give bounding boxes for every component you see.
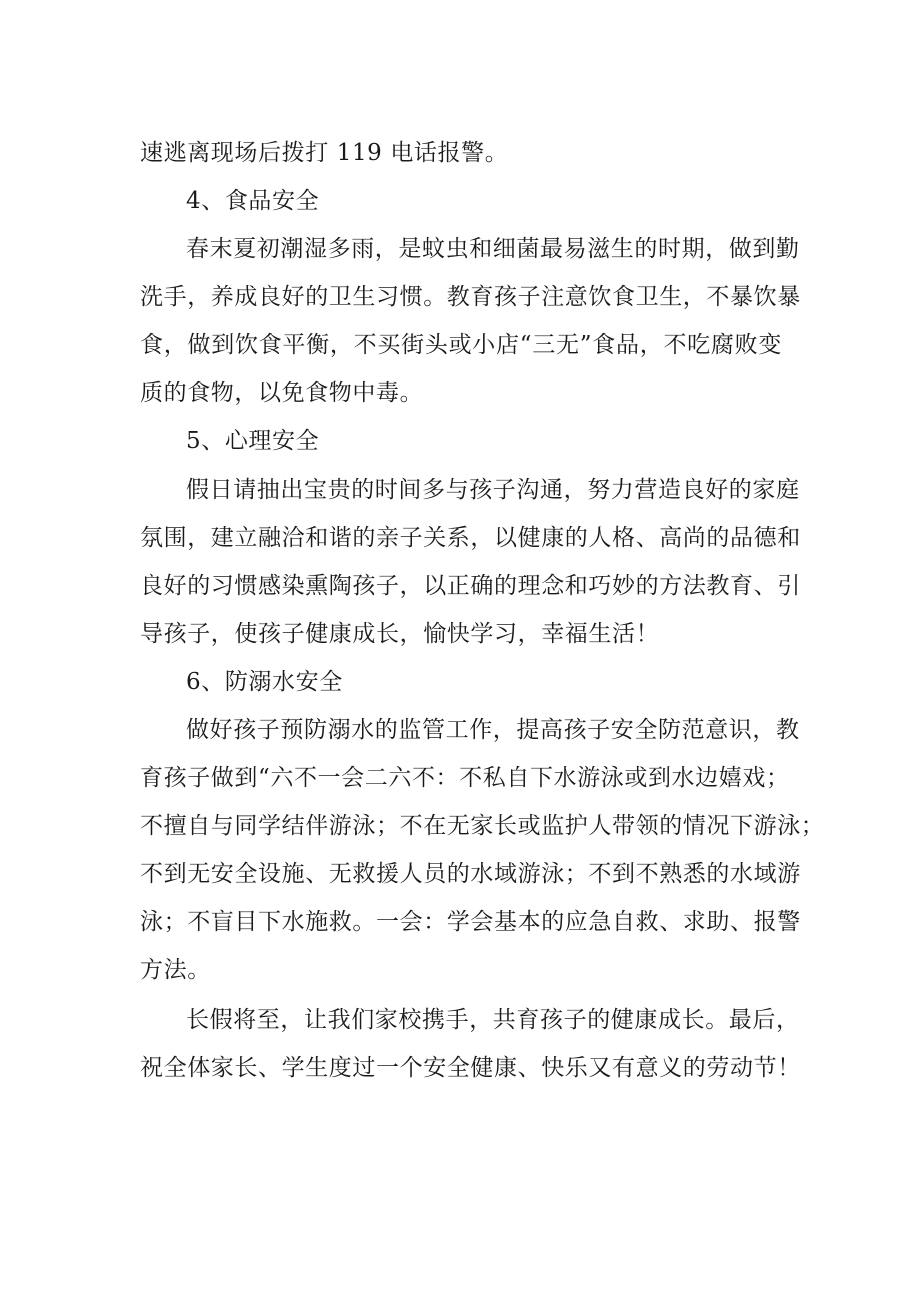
section-heading-food-safety: 4、食品安全 <box>186 188 320 214</box>
paragraph-line: 祝全体家长、学生度过一个安全健康、快乐又有意义的劳动节！ <box>140 1055 801 1081</box>
paragraph-line: 做好孩子预防溺水的监管工作，提高孩子安全防范意识，教 <box>186 717 800 743</box>
paragraph-line: 春末夏初潮湿多雨，是蚊虫和细菌最易滋生的时期，做到勤 <box>186 236 800 262</box>
paragraph-line: 不擅自与同学结伴游泳；不在无家长或监护人带领的情况下游泳； <box>140 813 825 839</box>
paragraph-line: 方法。 <box>140 957 211 983</box>
paragraph-line: 食，做到饮食平衡，不买街头或小店“三无”食品，不吃腐败变 <box>140 332 782 358</box>
section-heading-drowning-safety: 6、防溺水安全 <box>186 669 343 695</box>
section-heading-mental-safety: 5、心理安全 <box>186 428 320 454</box>
paragraph-line: 速逃离现场后拨打 119 电话报警。 <box>140 140 509 166</box>
paragraph-line: 氛围，建立融洽和谐的亲子关系，以健康的人格、高尚的品德和 <box>140 525 801 551</box>
paragraph-line: 导孩子，使孩子健康成长，愉快学习，幸福生活！ <box>140 621 660 647</box>
paragraph-line: 良好的习惯感染熏陶孩子，以正确的理念和巧妙的方法教育、引 <box>140 573 801 599</box>
paragraph-line: 洗手，养成良好的卫生习惯。教育孩子注意饮食卫生，不暴饮暴 <box>140 284 801 310</box>
paragraph-line: 不到无安全设施、无救援人员的水域游泳；不到不熟悉的水域游 <box>140 861 801 887</box>
paragraph-line: 长假将至，让我们家校携手，共育孩子的健康成长。最后， <box>186 1007 800 1033</box>
paragraph-line: 泳；不盲目下水施救。一会：学会基本的应急自救、求助、报警 <box>140 909 801 935</box>
paragraph-line: 假日请抽出宝贵的时间多与孩子沟通，努力营造良好的家庭 <box>186 477 800 503</box>
paragraph-line: 育孩子做到“六不一会二六不：不私自下水游泳或到水边嬉戏； <box>140 765 790 791</box>
paragraph-line: 质的食物，以免食物中毒。 <box>140 380 424 406</box>
